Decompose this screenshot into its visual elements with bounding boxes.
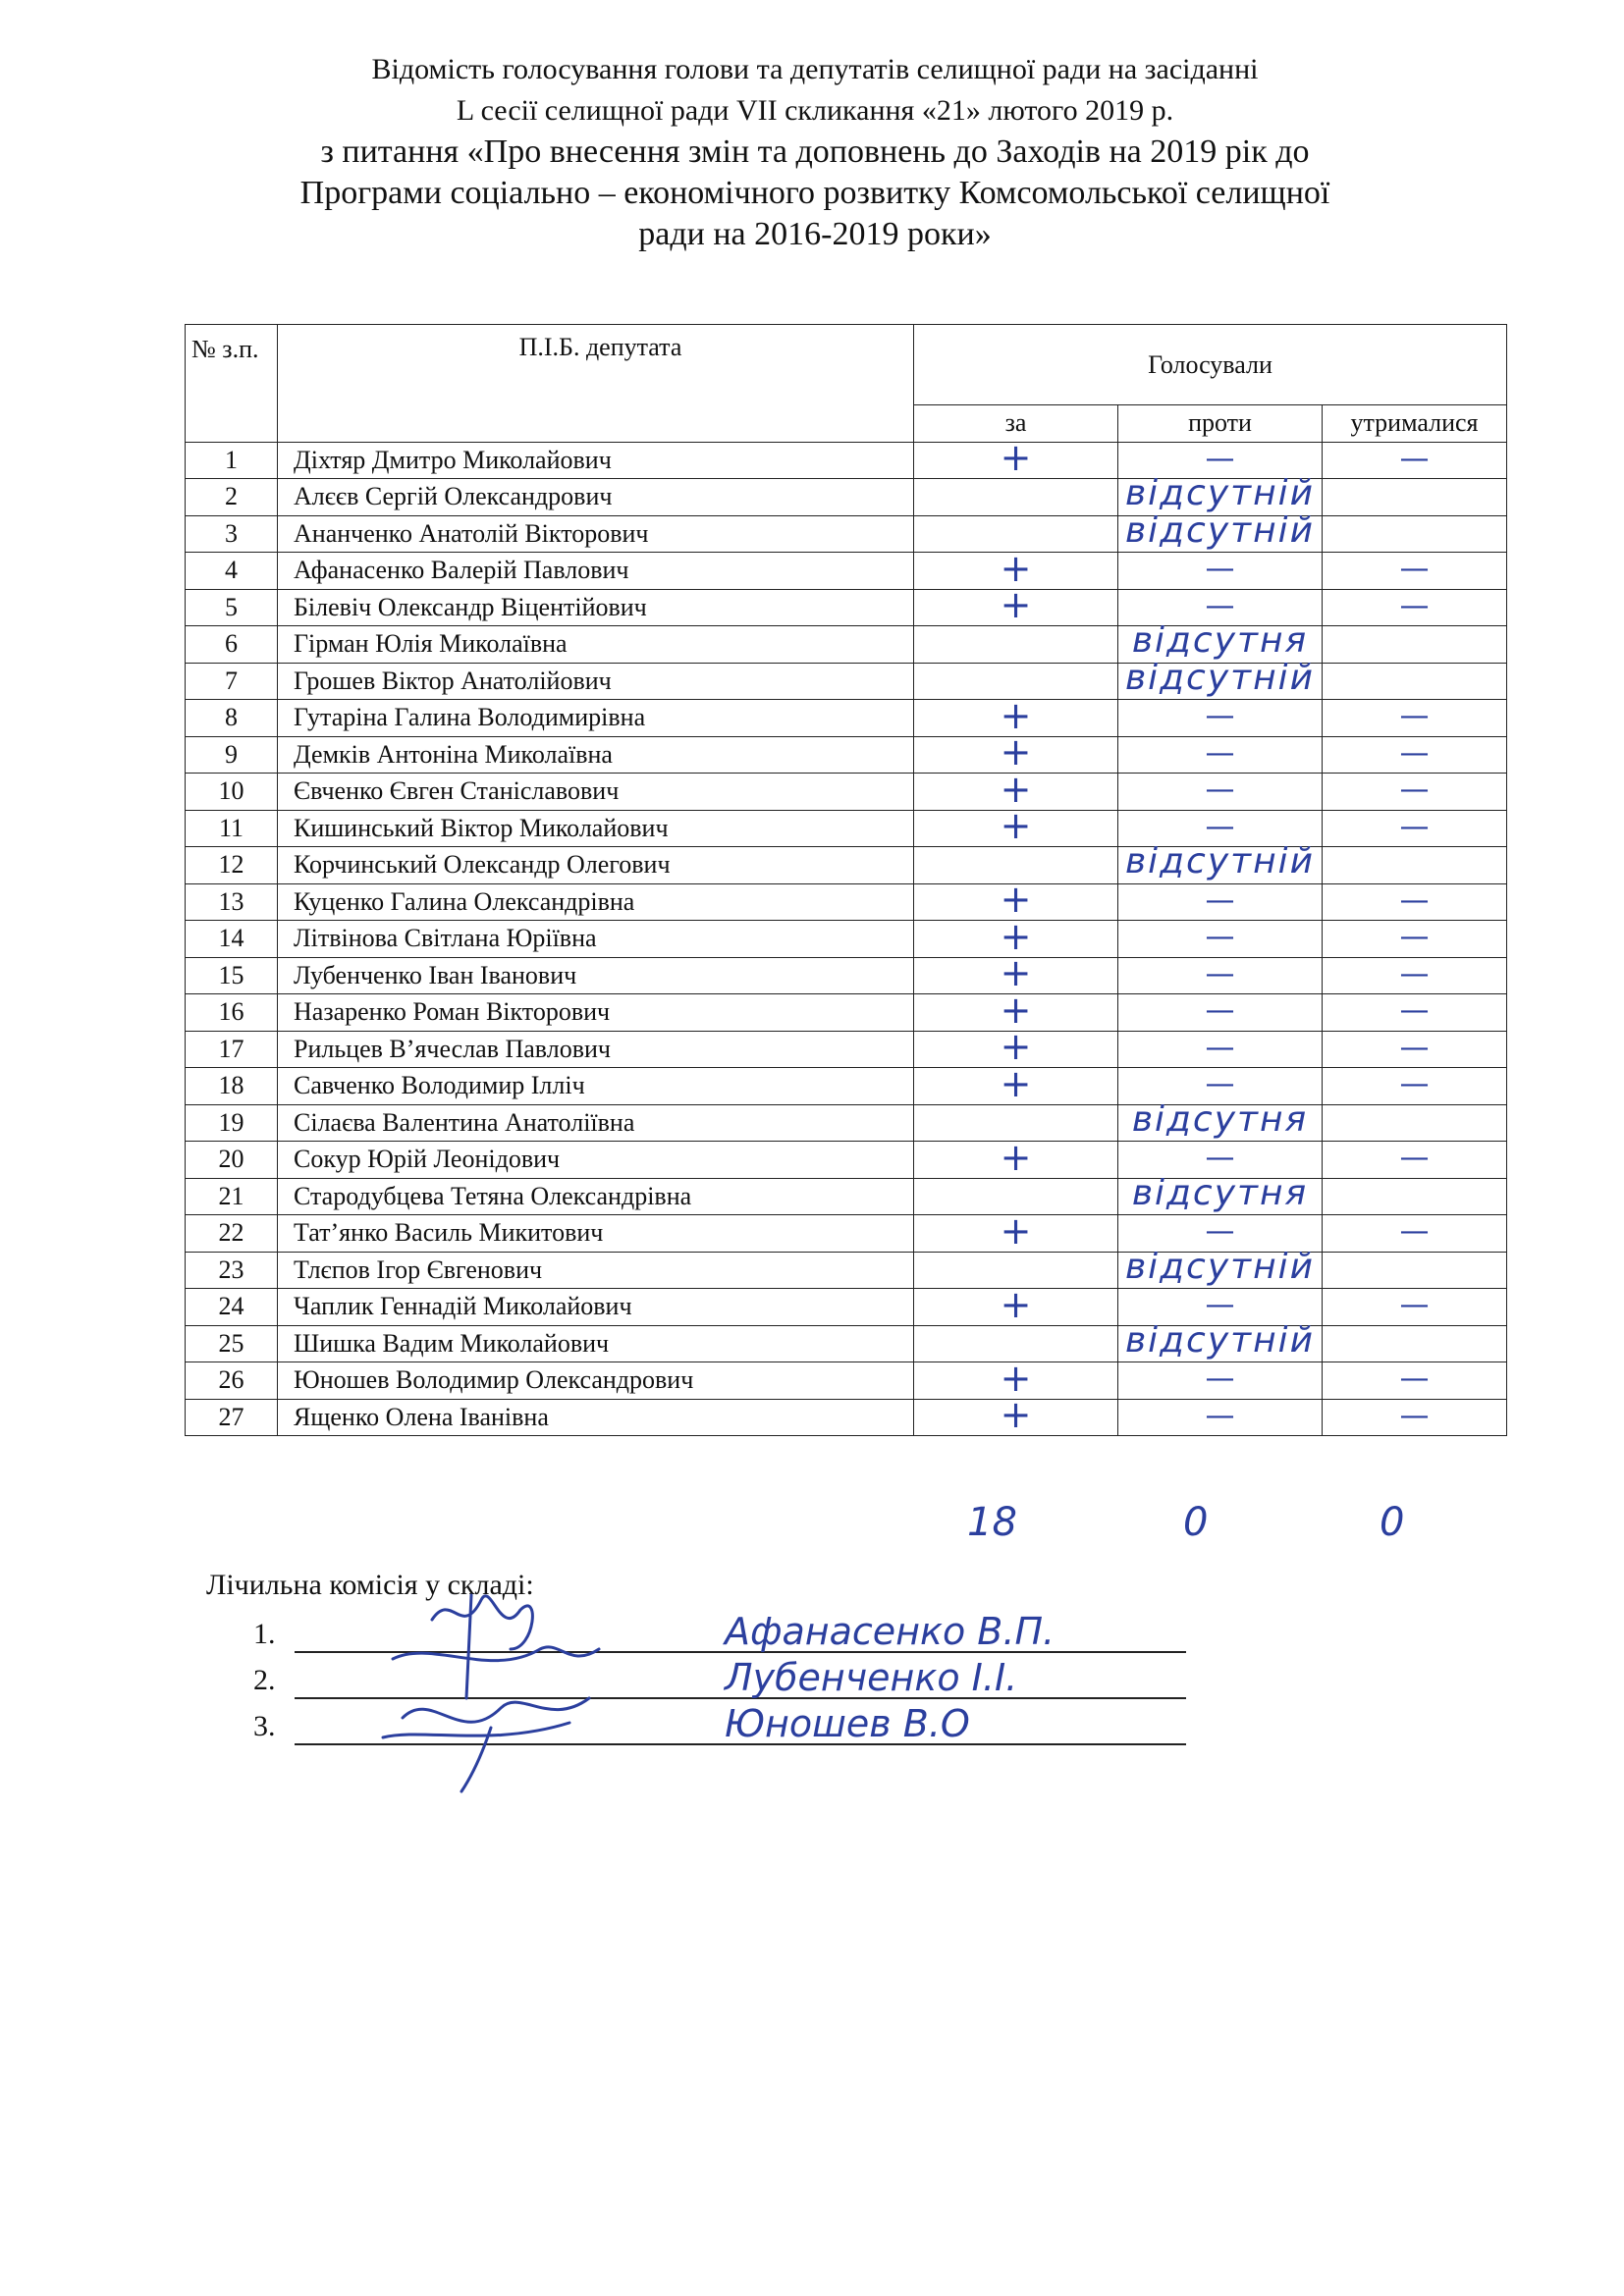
table-row — [186, 957, 1507, 994]
table-row — [186, 736, 1507, 774]
table-row — [186, 921, 1507, 958]
vote-za-cell — [914, 626, 1118, 664]
vote-utrymalysia-cell — [1323, 1142, 1507, 1179]
vote-proty-cell — [1118, 1098, 1323, 1142]
deputy-name: Назаренко Роман Вікторович — [278, 994, 914, 1032]
table-row — [186, 774, 1507, 811]
absent-note: відсутня — [1131, 1172, 1309, 1213]
vote-mark: + — [1000, 583, 1032, 627]
vote-proty-cell — [1118, 841, 1323, 884]
deputy-name: Куценко Галина Олександрівна — [278, 883, 914, 921]
deputy-name: Савченко Володимир Ілліч — [278, 1068, 914, 1105]
vote-proty-cell — [1118, 957, 1323, 994]
vote-utrymalysia-cell — [1323, 1325, 1507, 1362]
vote-utrymalysia-cell — [1323, 1289, 1507, 1326]
vote-mark: + — [1000, 1061, 1032, 1105]
absent-note: відсутній — [1124, 841, 1316, 881]
row-number: 5 — [186, 589, 278, 626]
vote-mark: — — [1399, 1398, 1430, 1433]
vote-mark: + — [1000, 1356, 1032, 1400]
vote-utrymalysia-cell — [1323, 774, 1507, 811]
commission-num-1: 1. — [253, 1618, 276, 1650]
table-row — [186, 553, 1507, 590]
total-proty: 0 — [1183, 1500, 1209, 1545]
vote-mark: + — [1000, 730, 1032, 774]
title-line-3: з питання «Про внесення змін та доповнень до Заходів на 2019 рік до — [320, 133, 1310, 170]
deputy-name: Чаплик Геннадій Миколайович — [278, 1289, 914, 1326]
absent-note: відсутня — [1131, 620, 1309, 661]
title-line-1: Відомість голосування голови та депутатів селищної ради на засіданні — [371, 53, 1259, 85]
deputy-name: Сілаєва Валентина Анатоліївна — [278, 1104, 914, 1142]
row-number: 14 — [186, 921, 278, 958]
signature-stroke-3 — [393, 1647, 599, 1661]
vote-mark: — — [1399, 699, 1430, 734]
deputy-name: Грошев Віктор Анатолійович — [278, 663, 914, 700]
vote-za-cell — [914, 436, 1118, 480]
vote-mark: + — [1000, 1208, 1032, 1253]
vote-utrymalysia-cell — [1323, 736, 1507, 774]
vote-mark: — — [1205, 1067, 1235, 1102]
title-line-2: L сесії селищної ради VII скликання «21» лютого 2019 р. — [456, 94, 1174, 127]
vote-za-cell — [914, 1208, 1118, 1253]
deputy-name: Алєєв Сергій Олександрович — [278, 479, 914, 516]
signature-stroke-1 — [432, 1596, 532, 1649]
vote-mark: — — [1205, 882, 1235, 918]
row-number: 6 — [186, 626, 278, 664]
deputy-name: Ананченко Анатолій Вікторович — [278, 515, 914, 553]
total-utrymalysia: 0 — [1380, 1500, 1405, 1545]
vote-mark: — — [1205, 1214, 1235, 1250]
table-row — [186, 1031, 1507, 1068]
deputy-name: Гутаріна Галина Володимирівна — [278, 700, 914, 737]
vote-utrymalysia-cell — [1323, 847, 1507, 884]
vote-za-cell — [914, 479, 1118, 516]
row-number: 13 — [186, 883, 278, 921]
vote-mark: + — [1000, 767, 1032, 811]
vote-mark: — — [1205, 735, 1235, 771]
vote-utrymalysia-cell — [1323, 700, 1507, 737]
absent-note: відсутній — [1124, 657, 1316, 698]
vote-proty-cell — [1118, 509, 1323, 553]
row-number: 15 — [186, 957, 278, 994]
vote-proty-cell — [1118, 553, 1323, 590]
vote-za-cell — [914, 1135, 1118, 1179]
signature-stroke-4 — [403, 1698, 589, 1722]
absent-note: відсутній — [1124, 1246, 1316, 1287]
vote-mark: — — [1399, 1288, 1430, 1323]
deputy-name: Юношев Володимир Олександрович — [278, 1362, 914, 1400]
vote-utrymalysia-cell — [1323, 479, 1507, 516]
vote-mark: — — [1399, 882, 1430, 918]
deputy-name: Білевіч Олександр Віцентійович — [278, 589, 914, 626]
vote-mark: + — [1000, 804, 1032, 848]
table-row — [186, 700, 1507, 737]
vote-za-cell — [914, 804, 1118, 848]
vote-mark: — — [1205, 1288, 1235, 1323]
table-row — [186, 883, 1507, 921]
row-number: 8 — [186, 700, 278, 737]
header-proty: проти — [1118, 405, 1323, 443]
vote-proty-cell — [1118, 1031, 1323, 1068]
vote-mark: — — [1205, 956, 1235, 991]
row-number: 24 — [186, 1289, 278, 1326]
vote-mark: + — [1000, 693, 1032, 737]
vote-utrymalysia-cell — [1323, 957, 1507, 994]
vote-proty-cell — [1118, 1172, 1323, 1215]
row-number: 22 — [186, 1215, 278, 1253]
vote-utrymalysia-cell — [1323, 1068, 1507, 1105]
title-line-4: Програми соціально – економічного розвитку Комсомольської селищної — [299, 175, 1330, 211]
commission-label: Лічильна комісія у складі: — [206, 1569, 534, 1601]
vote-mark: — — [1205, 441, 1235, 476]
header-voted: Голосували — [914, 325, 1507, 405]
commission-member-2: Лубенченко І.І. — [725, 1656, 1018, 1699]
vote-utrymalysia-cell — [1323, 442, 1507, 479]
vote-mark: — — [1205, 920, 1235, 955]
table-row — [186, 1104, 1507, 1142]
vote-utrymalysia-cell — [1323, 883, 1507, 921]
deputy-name: Євченко Євген Станіславович — [278, 774, 914, 811]
vote-utrymalysia-cell — [1323, 810, 1507, 847]
vote-utrymalysia-cell — [1323, 1252, 1507, 1289]
vote-mark: — — [1205, 552, 1235, 587]
commission-member-3: Юношев В.О — [725, 1702, 970, 1745]
deputy-name: Діхтяр Дмитро Миколайович — [278, 442, 914, 479]
deputy-name: Тлєпов Ігор Євгенович — [278, 1252, 914, 1289]
title-line-5: ради на 2016-2019 роки» — [638, 216, 992, 252]
row-number: 25 — [186, 1325, 278, 1362]
absent-note: відсутній — [1124, 509, 1316, 551]
vote-proty-cell — [1118, 883, 1323, 921]
row-number: 16 — [186, 994, 278, 1032]
deputy-name: Демків Антоніна Миколаївна — [278, 736, 914, 774]
vote-utrymalysia-cell — [1323, 589, 1507, 626]
deputy-name: Стародубцева Тетяна Олександрівна — [278, 1178, 914, 1215]
vote-utrymalysia-cell — [1323, 1399, 1507, 1436]
deputy-name: Тат’янко Василь Микитович — [278, 1215, 914, 1253]
vote-mark: + — [1000, 1393, 1032, 1437]
vote-utrymalysia-cell — [1323, 626, 1507, 664]
vote-proty-cell — [1118, 1362, 1323, 1400]
table-row — [186, 515, 1507, 553]
vote-proty-cell — [1118, 921, 1323, 958]
commission-num-2: 2. — [253, 1664, 276, 1696]
vote-proty-cell — [1118, 1246, 1323, 1289]
row-number: 7 — [186, 663, 278, 700]
vote-mark: — — [1399, 735, 1430, 771]
vote-mark: — — [1205, 773, 1235, 808]
deputy-name: Ященко Олена Іванівна — [278, 1399, 914, 1436]
row-number: 4 — [186, 553, 278, 590]
row-number: 1 — [186, 442, 278, 479]
header-num: № з.п. — [186, 325, 278, 443]
vote-mark: — — [1399, 588, 1430, 623]
vote-mark: — — [1399, 1214, 1430, 1250]
vote-mark: + — [1000, 436, 1032, 480]
header-utrymalysia: утрималися — [1323, 405, 1507, 443]
vote-mark: + — [1000, 988, 1032, 1032]
vote-utrymalysia-cell — [1323, 1215, 1507, 1253]
table-row — [186, 1178, 1507, 1215]
vote-utrymalysia-cell — [1323, 515, 1507, 553]
table-row — [186, 1399, 1507, 1436]
vote-mark: — — [1399, 956, 1430, 991]
row-number: 27 — [186, 1399, 278, 1436]
row-number: 26 — [186, 1362, 278, 1400]
vote-proty-cell — [1118, 1399, 1323, 1436]
vote-mark: — — [1399, 773, 1430, 808]
vote-mark: + — [1000, 1135, 1032, 1179]
vote-za-cell — [914, 583, 1118, 627]
header-name: П.І.Б. депутата — [278, 325, 914, 443]
deputy-name: Лубенченко Іван Іванович — [278, 957, 914, 994]
vote-proty-cell — [1118, 657, 1323, 700]
row-number: 11 — [186, 810, 278, 847]
vote-mark: + — [1000, 914, 1032, 958]
row-number: 21 — [186, 1178, 278, 1215]
vote-mark: + — [1000, 878, 1032, 922]
vote-mark: — — [1399, 920, 1430, 955]
row-number: 12 — [186, 847, 278, 884]
vote-utrymalysia-cell — [1323, 994, 1507, 1032]
vote-mark: — — [1399, 441, 1430, 476]
row-number: 17 — [186, 1031, 278, 1068]
vote-utrymalysia-cell — [1323, 553, 1507, 590]
vote-proty-cell — [1118, 1319, 1323, 1362]
vote-mark: — — [1399, 1141, 1430, 1176]
deputy-name: Кишинський Віктор Миколайович — [278, 810, 914, 847]
row-number: 9 — [186, 736, 278, 774]
vote-mark: — — [1399, 552, 1430, 587]
table-row — [186, 1325, 1507, 1362]
vote-mark: — — [1205, 809, 1235, 844]
vote-mark: — — [1399, 1067, 1430, 1102]
vote-proty-cell — [1118, 736, 1323, 774]
vote-utrymalysia-cell — [1323, 663, 1507, 700]
vote-mark: + — [1000, 546, 1032, 590]
vote-za-cell — [914, 1061, 1118, 1105]
deputy-name: Корчинський Олександр Олегович — [278, 847, 914, 884]
commission-member-1: Афанасенко В.П. — [725, 1610, 1056, 1653]
absent-note: відсутня — [1131, 1098, 1309, 1140]
deputy-name: Шишка Вадим Миколайович — [278, 1325, 914, 1362]
signature-stroke-5 — [383, 1723, 569, 1737]
table-row — [186, 663, 1507, 700]
vote-mark: — — [1399, 809, 1430, 844]
header-za: за — [914, 405, 1118, 443]
vote-proty-cell — [1118, 774, 1323, 811]
row-number: 23 — [186, 1252, 278, 1289]
table-row — [186, 847, 1507, 884]
vote-mark: — — [1205, 1141, 1235, 1176]
row-number: 19 — [186, 1104, 278, 1142]
vote-mark: — — [1205, 699, 1235, 734]
signature-stroke-2 — [466, 1595, 471, 1698]
table-row — [186, 1362, 1507, 1400]
vote-utrymalysia-cell — [1323, 1362, 1507, 1400]
table-body — [186, 436, 1507, 1437]
row-number: 20 — [186, 1142, 278, 1179]
handwritten-signatures — [373, 1580, 628, 1796]
deputy-name: Рильцев В’ячеслав Павлович — [278, 1031, 914, 1068]
vote-mark: — — [1205, 1398, 1235, 1433]
vote-utrymalysia-cell — [1323, 1178, 1507, 1215]
vote-mark: — — [1205, 993, 1235, 1029]
table-row — [186, 994, 1507, 1032]
vote-mark: — — [1399, 1362, 1430, 1397]
document-title — [167, 49, 1463, 255]
vote-proty-cell — [1118, 994, 1323, 1032]
vote-mark: + — [1000, 1282, 1032, 1326]
deputy-name: Гірман Юлія Миколаївна — [278, 626, 914, 664]
vote-mark: — — [1205, 1362, 1235, 1397]
absent-note: відсутній — [1124, 1319, 1316, 1361]
total-za: 18 — [967, 1500, 1017, 1545]
deputy-name: Сокур Юрій Леонідович — [278, 1142, 914, 1179]
deputy-name: Літвінова Світлана Юріївна — [278, 921, 914, 958]
voting-table — [185, 324, 1507, 1436]
vote-utrymalysia-cell — [1323, 1031, 1507, 1068]
row-number: 18 — [186, 1068, 278, 1105]
signature-stroke-6 — [461, 1728, 491, 1791]
vote-mark: — — [1205, 1030, 1235, 1065]
row-number: 2 — [186, 479, 278, 516]
vote-za-cell — [914, 1282, 1118, 1326]
vote-mark: — — [1399, 1030, 1430, 1065]
table-row — [186, 1252, 1507, 1289]
commission-num-3: 3. — [253, 1710, 276, 1742]
row-number: 10 — [186, 774, 278, 811]
vote-mark: — — [1205, 588, 1235, 623]
vote-utrymalysia-cell — [1323, 921, 1507, 958]
vote-za-cell — [914, 1393, 1118, 1437]
row-number: 3 — [186, 515, 278, 553]
vote-mark: + — [1000, 951, 1032, 995]
vote-proty-cell — [1118, 700, 1323, 737]
vote-utrymalysia-cell — [1323, 1104, 1507, 1142]
vote-mark: + — [1000, 1025, 1032, 1069]
deputy-name: Афанасенко Валерій Павлович — [278, 553, 914, 590]
vote-mark: — — [1399, 993, 1430, 1029]
absent-note: відсутній — [1124, 473, 1316, 513]
